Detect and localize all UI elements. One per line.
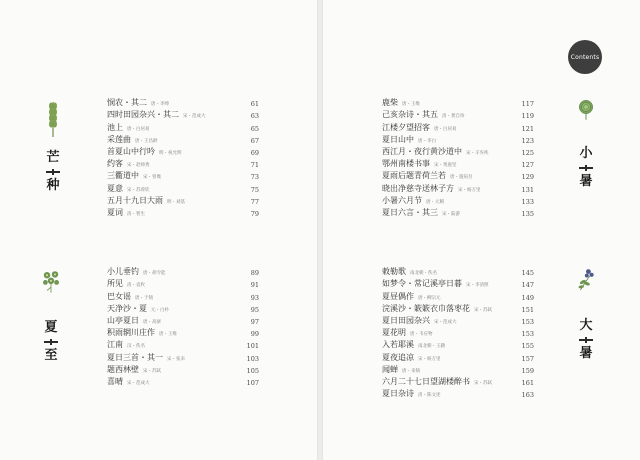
toc-entry[interactable] <box>107 169 259 181</box>
poem-title: 鹿柴 <box>382 98 398 108</box>
poem-title: 西江月・夜行黄沙道中 <box>382 146 462 156</box>
page-number: 129 <box>521 173 534 182</box>
page-number: 65 <box>250 124 259 133</box>
toc-entry[interactable] <box>107 265 259 277</box>
poem-author: 唐・李白 <box>418 138 436 144</box>
term-char: 种 <box>46 178 60 193</box>
toc-entry[interactable] <box>107 277 259 289</box>
poem-author: 清・陈文述 <box>418 393 441 399</box>
poem-author: 宋・杨万里 <box>418 356 441 362</box>
poem-title: 晓出净慈寺送林子方 <box>382 183 454 193</box>
poem-title: 江楼夕望招客 <box>382 122 430 132</box>
page-number: 117 <box>521 100 534 109</box>
toc-entry[interactable] <box>107 157 259 169</box>
poem-title: 闻蝉 <box>382 364 398 374</box>
flower-icon <box>38 268 64 300</box>
poem-title: 山亭夏日 <box>107 315 139 325</box>
toc-entry[interactable] <box>382 108 534 120</box>
poem-author: 宋・范成大 <box>434 319 457 325</box>
poem-title: 夏昼偶作 <box>382 291 414 301</box>
poem-author: 宋・杨万里 <box>458 187 481 193</box>
toc-entry[interactable] <box>107 96 259 108</box>
poem-title: 三衢道中 <box>107 171 139 181</box>
page-number: 93 <box>250 293 259 302</box>
toc-entry[interactable] <box>107 181 259 193</box>
poem-title: 夏夜追凉 <box>382 352 414 362</box>
poem-author: 宋・黄庭坚 <box>434 163 457 169</box>
term-char: 小 <box>579 146 593 161</box>
toc-entry[interactable] <box>107 338 259 350</box>
page-number: 161 <box>521 378 534 387</box>
page-number: 63 <box>250 112 259 121</box>
poem-author: 唐・高骈 <box>143 319 161 325</box>
poem-author: 汉・佚名 <box>127 344 145 350</box>
poem-author: 唐・白居易 <box>434 126 457 132</box>
toc-entry[interactable] <box>382 338 534 350</box>
poem-title: 四时田园杂兴・其二 <box>107 110 179 120</box>
poem-author: 宋・苏舜钦 <box>127 187 150 193</box>
toc-entry[interactable] <box>382 289 534 301</box>
page-number: 151 <box>521 305 534 314</box>
toc-list-dashu <box>382 265 534 399</box>
term-divider <box>46 171 60 173</box>
poem-author: 宋・曾幾 <box>143 175 161 181</box>
poem-title: 入若耶溪 <box>382 340 414 350</box>
poem-title: 夏词 <box>107 207 123 217</box>
page-number: 159 <box>521 366 534 375</box>
toc-entry[interactable] <box>382 157 534 169</box>
poem-author: 唐・李绅 <box>151 102 169 108</box>
page-number: 97 <box>250 317 259 326</box>
toc-entry[interactable] <box>107 133 259 145</box>
poem-title: 夏日杂诗 <box>382 389 414 399</box>
toc-entry[interactable] <box>107 120 259 132</box>
poem-title: 约客 <box>107 159 123 169</box>
poem-author: 宋・苏轼 <box>474 307 492 313</box>
page-number: 121 <box>521 124 534 133</box>
solar-term-mangzhong <box>40 98 66 194</box>
toc-entry[interactable] <box>107 206 259 218</box>
page-number: 91 <box>250 281 259 290</box>
contents-badge: Contents <box>568 40 602 74</box>
toc-entry[interactable] <box>107 375 259 387</box>
toc-entry[interactable] <box>107 289 259 301</box>
poem-title: 鄂州南楼书事 <box>382 159 430 169</box>
poem-author: 南北朝・王籍 <box>418 344 445 350</box>
page-number: 135 <box>521 209 534 218</box>
poem-author: 清・智生 <box>127 211 145 217</box>
poem-author: 唐・来鹄 <box>402 368 420 374</box>
page-number: 61 <box>250 100 259 109</box>
poem-title: 池上 <box>107 122 123 132</box>
poem-author: 清・袁枚 <box>127 283 145 289</box>
poem-author: 宋・陆游 <box>442 211 460 217</box>
poem-title: 小暑六月节 <box>382 195 422 205</box>
toc-entry[interactable] <box>107 326 259 338</box>
poem-author: 元・白朴 <box>151 307 169 313</box>
poem-author: 唐・于鹄 <box>135 295 153 301</box>
toc-entry[interactable] <box>382 96 534 108</box>
page-number: 125 <box>521 148 534 157</box>
poem-title: 浣溪沙・簌簌衣巾落枣花 <box>382 303 470 313</box>
poem-author: 唐・柳宗元 <box>418 295 441 301</box>
term-divider <box>579 339 593 341</box>
poem-author: 南北朝・佚名 <box>410 271 437 277</box>
poem-title: 六月二十七日望湖楼醉书 <box>382 376 470 386</box>
page-number: 155 <box>521 342 534 351</box>
toc-entry[interactable] <box>382 206 534 218</box>
page-number: 153 <box>521 330 534 339</box>
term-char: 至 <box>44 348 58 363</box>
poem-author: 唐・胡令能 <box>143 271 166 277</box>
poem-author: 宋・辛弃疾 <box>466 150 489 156</box>
toc-entry[interactable] <box>382 169 534 181</box>
toc-entry[interactable] <box>382 145 534 157</box>
term-divider <box>579 167 593 169</box>
poem-title: 所见 <box>107 279 123 289</box>
term-char: 大 <box>579 318 593 333</box>
poem-title: 小儿垂钓 <box>107 267 139 277</box>
page-number: 127 <box>521 161 534 170</box>
poem-title: 江南 <box>107 340 123 350</box>
toc-entry[interactable] <box>107 194 259 206</box>
toc-list-xiazhi <box>107 265 259 387</box>
toc-entry[interactable] <box>107 350 259 362</box>
page-number: 107 <box>246 378 259 387</box>
page-number: 79 <box>250 209 259 218</box>
term-char: 芒 <box>46 150 60 165</box>
page-number: 157 <box>521 354 534 363</box>
page-number: 99 <box>250 330 259 339</box>
term-char: 夏 <box>44 320 58 335</box>
poem-author: 明・祝允明 <box>159 150 182 156</box>
toc-entry[interactable] <box>382 194 534 206</box>
toc-list-mangzhong <box>107 96 259 218</box>
poem-title: 敕勒歌 <box>382 267 406 277</box>
page-number: 123 <box>521 136 534 145</box>
toc-entry[interactable] <box>382 265 534 277</box>
page-number: 71 <box>250 161 259 170</box>
page-number: 69 <box>250 148 259 157</box>
poem-title: 首夏山中行吟 <box>107 146 155 156</box>
poem-title: 天净沙・夏 <box>107 303 147 313</box>
solar-term-xiazhi <box>38 268 64 364</box>
term-char: 暑 <box>579 174 593 189</box>
poem-title: 喜晴 <box>107 376 123 386</box>
poem-author: 唐・元稹 <box>426 199 444 205</box>
poem-author: 清・龚自珍 <box>442 114 465 120</box>
page-number: 103 <box>246 354 259 363</box>
toc-entry[interactable] <box>382 120 534 132</box>
poem-author: 明・刘基 <box>167 199 185 205</box>
poem-author: 唐・施肩吾 <box>450 175 473 181</box>
poem-title: 夏雨后题青荷兰若 <box>382 171 446 181</box>
poem-title: 己亥杂诗・其五 <box>382 110 438 120</box>
toc-entry[interactable] <box>382 181 534 193</box>
toc-entry[interactable] <box>382 133 534 145</box>
poem-author: 宋・苏轼 <box>474 380 492 386</box>
page-number: 147 <box>521 281 534 290</box>
page-number: 149 <box>521 293 534 302</box>
poem-title: 采莲曲 <box>107 134 131 144</box>
toc-entry[interactable] <box>107 145 259 157</box>
poem-author: 唐・王维 <box>402 102 420 108</box>
poem-title: 夏日田园杂兴 <box>382 315 430 325</box>
page-number: 101 <box>246 342 259 351</box>
artichoke-icon <box>573 98 599 128</box>
poem-author: 唐・白居易 <box>127 126 150 132</box>
poem-author: 宋・范成大 <box>183 114 206 120</box>
page-number: 163 <box>521 391 534 400</box>
toc-entry[interactable] <box>382 302 534 314</box>
poem-author: 宋・张耒 <box>167 356 185 362</box>
toc-entry[interactable] <box>107 314 259 326</box>
toc-entry[interactable] <box>107 302 259 314</box>
page-number: 89 <box>250 269 259 278</box>
toc-entry[interactable] <box>382 387 534 399</box>
poem-author: 唐・韦应物 <box>410 332 433 338</box>
poem-title: 五月十九日大雨 <box>107 195 163 205</box>
page-number: 75 <box>250 185 259 194</box>
poem-author: 唐・王维 <box>159 332 177 338</box>
term-char: 暑 <box>579 346 593 361</box>
poem-title: 巴女谣 <box>107 291 131 301</box>
toc-entry[interactable] <box>382 314 534 326</box>
poem-author: 宋・苏轼 <box>143 368 161 374</box>
poem-title: 积雨辋川庄作 <box>107 328 155 338</box>
page-number: 77 <box>250 197 259 206</box>
solar-term-dashu <box>573 266 599 362</box>
toc-entry[interactable] <box>382 363 534 375</box>
page-number: 153 <box>521 317 534 326</box>
page-number: 133 <box>521 197 534 206</box>
toc-entry[interactable] <box>382 375 534 387</box>
poem-title: 夏花明 <box>382 328 406 338</box>
page-number: 73 <box>250 173 259 182</box>
toc-entry[interactable] <box>107 363 259 375</box>
poem-author: 宋・李清照 <box>466 283 489 289</box>
page-number: 119 <box>521 112 534 121</box>
toc-list-xiaoshu <box>382 96 534 218</box>
solar-term-xiaoshu <box>573 98 599 190</box>
poem-title: 夏日三首・其一 <box>107 352 163 362</box>
poem-title: 夏日山中 <box>382 134 414 144</box>
poem-title: 夏意 <box>107 183 123 193</box>
poem-title: 如梦令・常记溪亭日暮 <box>382 279 462 289</box>
poem-title: 夏日六言・其三 <box>382 207 438 217</box>
poem-author: 宋・赵师秀 <box>127 163 150 169</box>
page-number: 95 <box>250 305 259 314</box>
poem-author: 宋・范成大 <box>127 380 150 386</box>
toc-entry[interactable] <box>107 108 259 120</box>
poem-title: 悯农・其二 <box>107 98 147 108</box>
blueberry-branch-icon <box>573 266 599 298</box>
toc-entry[interactable] <box>382 326 534 338</box>
poem-title: 题西林壁 <box>107 364 139 374</box>
poem-author: 唐・王昌龄 <box>135 138 158 144</box>
wheat-icon <box>40 98 66 138</box>
term-divider <box>44 341 58 343</box>
toc-entry[interactable] <box>382 277 534 289</box>
page-number: 131 <box>521 185 534 194</box>
page-number: 105 <box>246 366 259 375</box>
toc-entry[interactable] <box>382 350 534 362</box>
page-number: 145 <box>521 269 534 278</box>
left-page <box>0 0 318 460</box>
page-number: 67 <box>250 136 259 145</box>
